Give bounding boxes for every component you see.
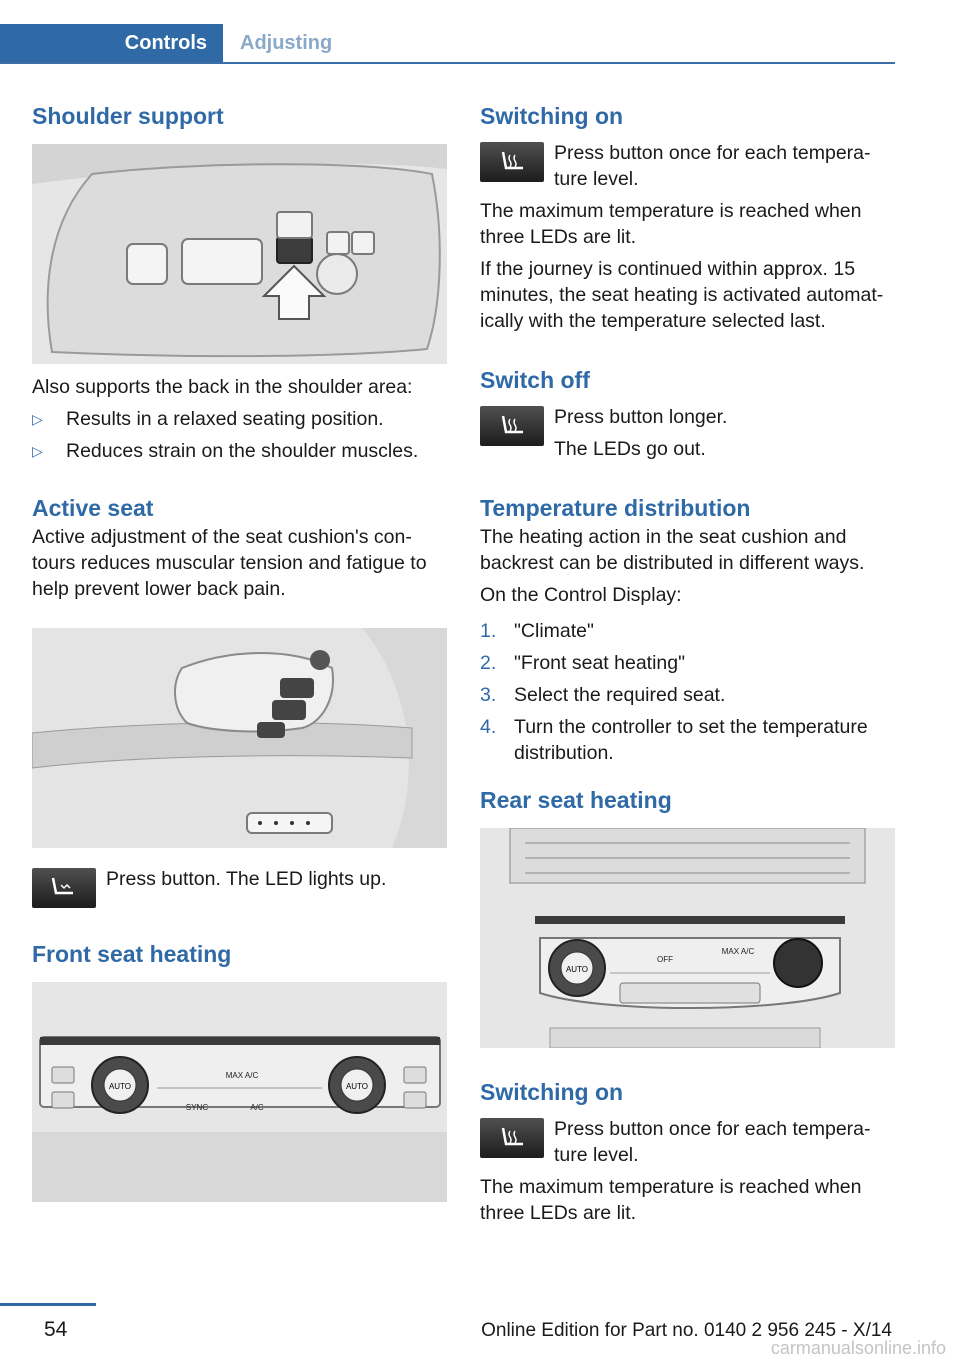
bullet-text: Results in a relaxed seating position. bbox=[66, 408, 384, 430]
temperature-distribution-heading: Temperature distribution bbox=[480, 495, 751, 521]
seat-controls-illustration bbox=[32, 144, 447, 364]
tab-controls[interactable]: Controls bbox=[0, 24, 223, 62]
shoulder-support-figure bbox=[32, 144, 447, 364]
step-text: Select the required seat. bbox=[514, 684, 726, 706]
switch-off-line1: Press button longer. bbox=[554, 406, 728, 428]
seat-heating-icon bbox=[497, 413, 527, 439]
switch-off-row bbox=[480, 404, 895, 462]
rear-max-ac-label: MAX A/C bbox=[721, 947, 755, 956]
switch-off-line2: The LEDs go out. bbox=[554, 438, 706, 460]
door-panel-illustration bbox=[32, 628, 447, 848]
active-seat-button[interactable] bbox=[32, 868, 96, 908]
seat-heating-icon bbox=[497, 1125, 527, 1151]
rear-off-label: OFF bbox=[657, 955, 673, 964]
auto-label-right: AUTO bbox=[345, 1082, 369, 1091]
shoulder-support-text: Also supports the back in the shoulder area: bbox=[32, 376, 413, 398]
switching-on-heading-2: Switching on bbox=[480, 1079, 624, 1105]
max-temp-text: The maximum temperature is reached when three LEDs are lit. bbox=[480, 200, 862, 248]
active-seat-figure bbox=[32, 628, 447, 848]
watermark: carmanualsonline.info bbox=[770, 1338, 946, 1358]
bullet-text: Reduces strain on the shoulder muscles. bbox=[66, 440, 419, 462]
active-seat-text: Active adjustment of the seat cushion's con‐ tours reduces muscular tension and fatigue to help prevent lower back pain. bbox=[32, 526, 427, 600]
rear-auto-label: AUTO bbox=[565, 965, 589, 974]
switching-on-row-2 bbox=[480, 1116, 895, 1168]
list-item bbox=[480, 714, 895, 766]
step-number: 2. bbox=[480, 652, 497, 674]
seat-heating-button[interactable] bbox=[480, 142, 544, 182]
right-column bbox=[480, 100, 895, 1226]
step-number: 1. bbox=[480, 620, 497, 642]
rear-seat-heating-heading: Rear seat heating bbox=[480, 787, 672, 813]
edition-text: Online Edition for Part no. 0140 2 956 245 - X/14 bbox=[481, 1320, 892, 1341]
active-seat-heading: Active seat bbox=[32, 495, 154, 521]
front-seat-heating-figure bbox=[32, 982, 447, 1202]
rear-climate-panel-illustration bbox=[480, 828, 895, 1048]
footer-rule bbox=[0, 1303, 96, 1306]
bullet-triangle-icon: ▷ bbox=[32, 411, 43, 427]
max-temp-text-2: The maximum temperature is reached when three LEDs are lit. bbox=[480, 1176, 862, 1224]
step-text: Turn the controller to set the temperature distribution. bbox=[514, 716, 868, 764]
bullet-triangle-icon: ▷ bbox=[32, 443, 43, 459]
journey-text: If the journey is continued within approx. 15 minutes, the seat heating is activated automat‐ ically with the temperature selected last. bbox=[480, 258, 884, 332]
list-item bbox=[480, 618, 895, 644]
switching-on-text: Press button once for each tempera‐ ture level. bbox=[554, 142, 871, 190]
switch-off-heading: Switch off bbox=[480, 367, 590, 393]
control-display-text: On the Control Display: bbox=[480, 584, 682, 606]
front-seat-heating-heading: Front seat heating bbox=[32, 941, 232, 967]
step-text: "Front seat heating" bbox=[514, 652, 686, 674]
sync-label: SYNC bbox=[185, 1103, 209, 1112]
shoulder-support-heading: Shoulder support bbox=[32, 103, 224, 129]
seat-heating-button-off[interactable] bbox=[480, 406, 544, 446]
step-number: 3. bbox=[480, 684, 497, 706]
page-header bbox=[0, 24, 895, 64]
step-text: "Climate" bbox=[514, 620, 594, 642]
list-item bbox=[32, 438, 447, 464]
active-seat-button-text: Press button. The LED lights up. bbox=[106, 868, 387, 890]
switching-on-text-2: Press button once for each tempera‐ ture level. bbox=[554, 1118, 871, 1166]
ac-label: A/C bbox=[250, 1103, 264, 1112]
rear-seat-heating-button[interactable] bbox=[480, 1118, 544, 1158]
tab-adjusting[interactable]: Adjusting bbox=[240, 32, 333, 54]
list-item bbox=[480, 682, 895, 708]
rear-seat-heating-figure bbox=[480, 828, 895, 1048]
list-item bbox=[32, 406, 447, 432]
climate-panel-illustration bbox=[32, 982, 447, 1202]
switching-on-heading: Switching on bbox=[480, 103, 624, 129]
step-number: 4. bbox=[480, 716, 497, 738]
active-seat-button-row bbox=[32, 866, 447, 908]
active-seat-icon bbox=[49, 875, 79, 901]
auto-label-left: AUTO bbox=[108, 1082, 132, 1091]
distribution-text: The heating action in the seat cushion and backrest can be distributed in different ways. bbox=[480, 526, 865, 574]
max-ac-label: MAX A/C bbox=[225, 1071, 259, 1080]
switching-on-row bbox=[480, 140, 895, 192]
left-column bbox=[32, 100, 447, 1202]
page-number: 54 bbox=[44, 1318, 68, 1341]
seat-heating-icon bbox=[497, 149, 527, 175]
list-item bbox=[480, 650, 895, 676]
